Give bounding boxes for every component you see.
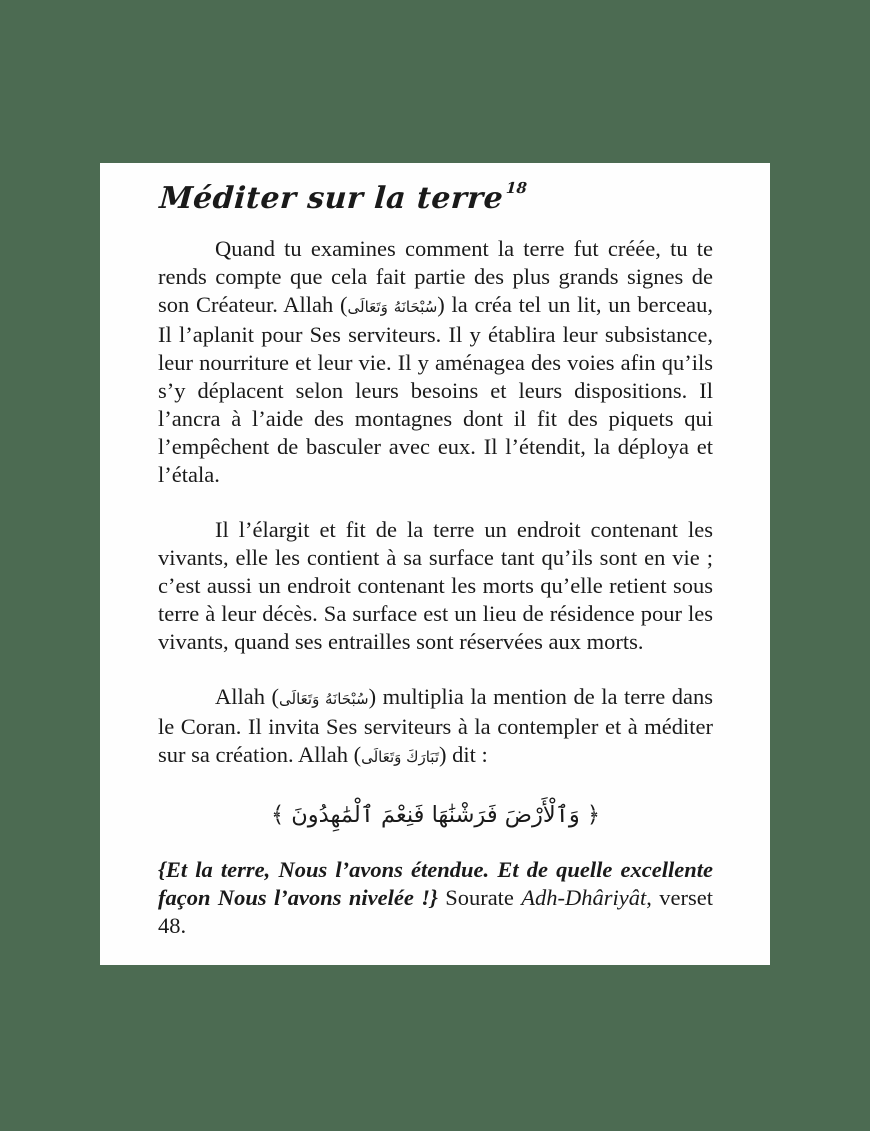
paragraph-4-translation (158, 856, 713, 940)
page-title (158, 171, 716, 220)
paragraph-3-text-b: ) multiplia la mention de la terre dans le Coran. Il invita Ses serviteurs à la contempler et à méditer sur sa création. Allah ( (158, 684, 713, 767)
paragraph-2 (158, 516, 713, 656)
page-title-text: Méditer sur la terre (158, 181, 505, 216)
arabic-honorific-subhanahu: سُبْحَانَهُ وَتَعَالَى (347, 298, 438, 316)
paragraph-1 (158, 235, 713, 489)
paragraph-3-text-a: Allah ( (215, 684, 280, 709)
quran-verse-arabic: ﴿ وَٱلْأَرْضَ فَرَشْنَٰهَا فَنِعْمَ ٱلْمَٰهِدُونَ ﴾ (270, 802, 601, 828)
title-footnote-ref: 18 (505, 179, 528, 197)
verse-translation-text: {Et la terre, Nous l’avons étendue. Et de quelle excellente façon Nous l’avons nivelée !} (158, 857, 713, 910)
paragraph-3 (158, 683, 713, 771)
verse-source-verse-number: , verset 48. (158, 885, 714, 938)
body-text (158, 235, 713, 940)
paragraph-3-text-c: ) dit : (439, 742, 488, 767)
verse-source-label: Sourate (445, 885, 522, 910)
paragraph-1-text-a: Quand tu examines comment la terre fut créée, tu te rends compte que cela fait partie des plus grands signes de son Créateur. Allah ( (158, 236, 713, 317)
paragraph-2-text: Il l’élargit et fit de la terre un endroit contenant les vivants, elle les contient à sa surface tant qu’ils sont en vie ; c’est aussi un endroit contenant les morts qu’elle retient sous terre à leur décès. Sa surface est un lieu de résidence pour les vivants, quand ses entrailles sont réservées aux morts. (158, 517, 713, 654)
paragraph-1-text-b: ) la créa tel un lit, un berceau, Il l’aplanit pour Ses serviteurs. Il y établira leur subsistance, leur nourriture et leur vie. Il y aménagea des voies afin qu’ils s’y déplacent selon leurs besoins et leurs dispositions. Il l’ancra à l’aide des montagnes dont il fit des piquets qui l’empêchent de basculer avec eux. Il l’étendit, la déploya et l’étala. (158, 292, 713, 487)
book-page (100, 163, 770, 965)
arabic-honorific-tabaraka: تَبَارَكَ وَتَعَالَى (361, 748, 440, 766)
verse-source-surah-name: Adh-Dhâriyât (521, 885, 647, 910)
arabic-honorific-subhanahu: سُبْحَانَهُ وَتَعَالَى (279, 690, 369, 708)
